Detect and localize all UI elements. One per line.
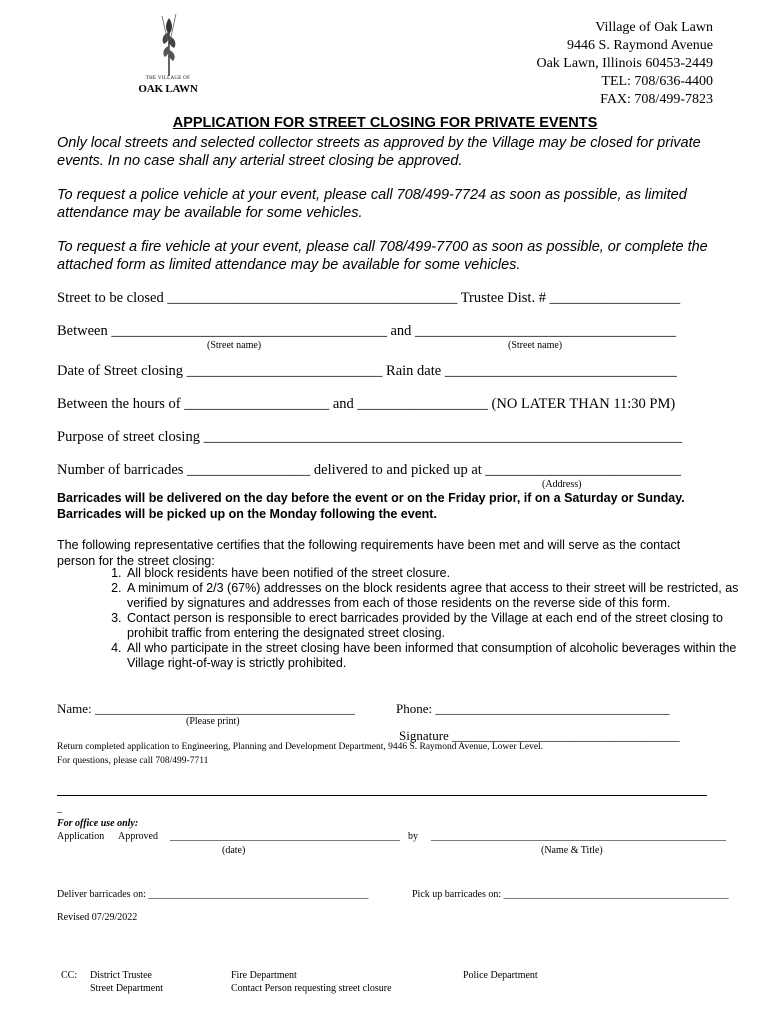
certification-text: The following representative certifies that the following requirements have been met and will serve as the contact person for the street closing: <box>57 538 681 568</box>
requirement-item: 3. Contact person is responsible to erect barricades provided by the Village at each end of the street closing to prohibit traffic from entering the designated street closing. <box>125 611 765 641</box>
approved-date-field[interactable]: ______________________________________________ <box>170 831 400 842</box>
village-logo <box>138 12 198 98</box>
cc-contact-person: Contact Person requesting street closure <box>231 983 392 994</box>
address-block <box>536 19 713 109</box>
intro-paragraph-police: To request a police vehicle at your event, please call 708/499-7724 as soon as possible, as limited attendance may be available for some vehicles. <box>57 187 687 221</box>
deliver-barricades-field[interactable]: Deliver barricades on: ____________________________________________ <box>57 889 369 900</box>
questions-phone: For questions, please call 708/499-7711 <box>57 756 209 766</box>
name-title-sub-label: (Name & Title) <box>541 845 603 856</box>
phone-field[interactable]: Phone: ____________________________________ <box>396 701 670 716</box>
requirement-item: 2. A minimum of 2/3 (67%) addresses on the block residents agree that access to their street will be restricted, as verified by signatures and addresses from each of those residents on the reverse side of this form. <box>125 581 765 611</box>
closing-date-field[interactable]: Date of Street closing ___________________________ Rain date ________________________________ <box>57 363 677 379</box>
divider <box>57 795 707 796</box>
requirement-item: 4. All who participate in the street closing have been informed that consumption of alcoholic beverages within the Village right-of-way is strictly prohibited. <box>125 641 765 671</box>
return-instructions: Return completed application to Engineering, Planning and Development Department, 9446 S. Raymond Avenue, Lower Level. <box>57 742 544 752</box>
intro-paragraph-fire: To request a fire vehicle at your event, please call 708/499-7700 as soon as possible, or complete the attached form as limited attendance may be available for some vehicles. <box>57 239 708 273</box>
please-print-label: (Please print) <box>186 716 240 727</box>
date-sub-label: (date) <box>222 845 246 856</box>
logo-big-text: OAK LAWN <box>138 83 198 95</box>
signature-field[interactable]: Signature ___________________________________ <box>399 728 680 743</box>
address-phone: TEL: 708/636-4400 <box>601 74 713 89</box>
street-name-label: (Street name) <box>207 340 262 351</box>
hours-field[interactable]: Between the hours of ____________________ and __________________ (NO LATER THAN 11:30 PM) <box>57 396 676 412</box>
wheat-stalk-icon <box>156 12 182 76</box>
requirements-list <box>77 566 765 671</box>
address-line: 9446 S. Raymond Avenue <box>567 38 713 53</box>
address-fax: FAX: 708/499-7823 <box>600 92 713 107</box>
approved-label: Approved <box>118 831 158 842</box>
cc-label: CC: <box>61 970 78 981</box>
street-name-label: (Street name) <box>508 340 563 351</box>
barricade-note: Barricades will be delivered on the day before the event or on the Friday prior, if on a Saturday or Sunday. Barricades will be picked up on the Monday following the event. <box>57 491 685 521</box>
purpose-field[interactable]: Purpose of street closing __________________________________________________________________ <box>57 429 683 445</box>
cc-fire-department: Fire Department <box>231 970 297 981</box>
street-closed-field[interactable]: Street to be closed ________________________________________ Trustee Dist. # __________________ <box>57 290 681 306</box>
barricades-field[interactable]: Number of barricades _________________ delivered to and picked up at ___________________________ <box>57 462 682 478</box>
name-field[interactable]: Name: ________________________________________ <box>57 701 355 716</box>
intro-paragraph-streets: Only local streets and selected collector streets as approved by the Village may be closed for private events. In no case shall any arterial street closing be approved. <box>57 135 701 169</box>
address-line: Village of Oak Lawn <box>595 20 713 35</box>
cc-street-department: Street Department <box>90 983 164 994</box>
by-label: by <box>408 831 418 842</box>
between-streets-field[interactable]: Between ______________________________________ and ____________________________________ <box>57 323 677 339</box>
logo-small-text: THE VILLAGE OF <box>145 76 191 81</box>
requirement-item: 1. All block residents have been notified of the street closure. <box>125 566 765 581</box>
office-dash: _ <box>57 803 62 814</box>
application-label: Application <box>57 831 105 842</box>
revised-date: Revised 07/29/2022 <box>57 912 138 923</box>
address-sub-label: (Address) <box>542 479 582 490</box>
office-use-heading: For office use only: <box>57 818 139 829</box>
cc-police-department: Police Department <box>463 970 538 981</box>
page-title: APPLICATION FOR STREET CLOSING FOR PRIVATE EVENTS <box>172 115 598 131</box>
cc-district-trustee: District Trustee <box>90 970 152 981</box>
address-line: Oak Lawn, Illinois 60453-2449 <box>536 56 713 71</box>
approved-by-field[interactable]: ___________________________________________________________ <box>431 831 726 842</box>
pickup-barricades-field[interactable]: Pick up barricades on: _____________________________________________ <box>412 889 729 900</box>
